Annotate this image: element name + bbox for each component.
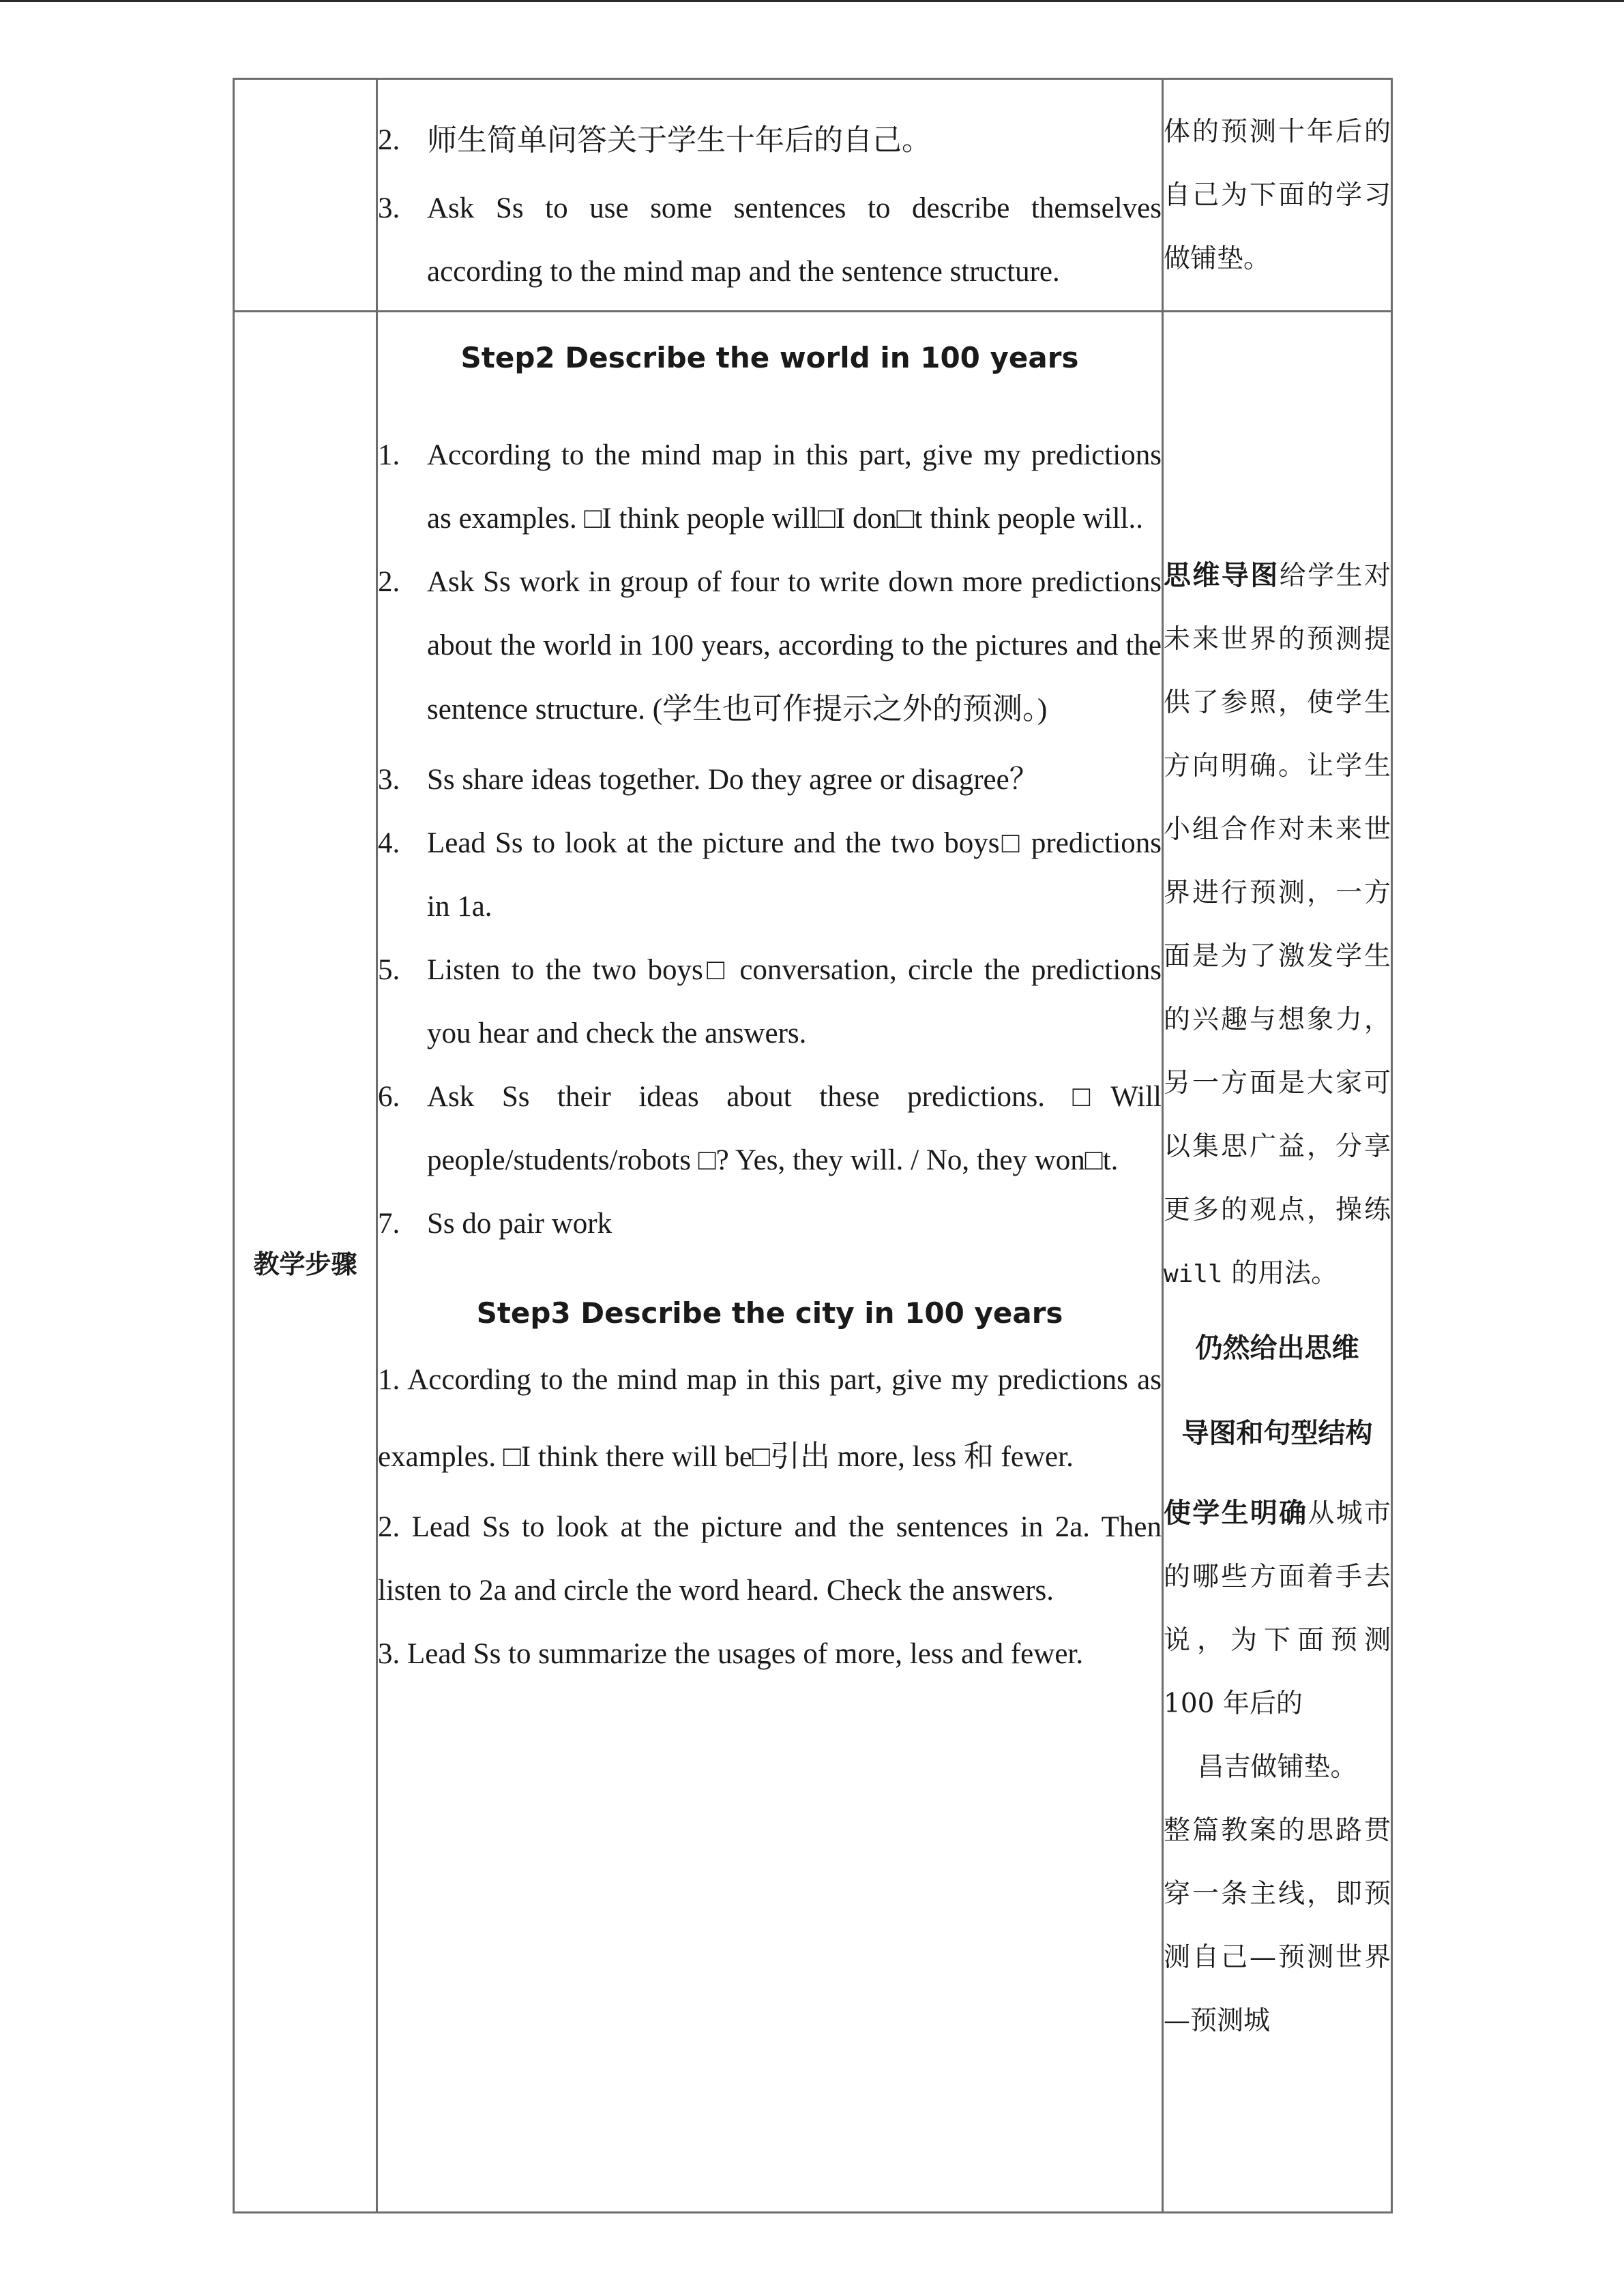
section-label: 教学步骤: [234, 312, 377, 2213]
item-text-cn: 学生也可作提示之外的预测。: [662, 691, 1038, 726]
item-text-tail: ): [1037, 694, 1048, 726]
note-cell: [1163, 79, 1392, 312]
list-item: [378, 938, 1162, 1065]
item-text: Ask Ss work in group of four to write down more predictions about the world in 100 years, according to the pictures and the sentence structure. (: [427, 566, 1162, 726]
note-text: 体的预测十年后的自己为下面的学习做铺垫。: [1164, 117, 1391, 274]
para-text: fewer.: [993, 1441, 1074, 1473]
list-item: [378, 1192, 1162, 1255]
list-item: [378, 177, 1162, 303]
para-text-cn: 和: [963, 1439, 994, 1474]
item-number: 1.: [378, 439, 400, 471]
page-top-border: [0, 0, 1624, 2]
list-item: [378, 748, 1162, 811]
para-text: 1. According to the mind map in this part, give my predictions as examples. □I think there will be□: [378, 1364, 1162, 1473]
note-bold-line: 仍然给出思维: [1195, 1332, 1359, 1364]
item-number: 2.: [378, 566, 400, 598]
item-text: Listen to the two boys□ conversation, circle the predictions you hear and check the answers.: [427, 954, 1162, 1049]
list-item: [378, 550, 1162, 741]
item-text: Lead Ss to look at the picture and the two boys□ predictions in 1a.: [427, 827, 1162, 923]
item-text-cn: 学生十年后的自己。: [667, 125, 931, 157]
item-number: 4.: [378, 827, 400, 859]
lesson-plan-table: [233, 78, 1393, 2213]
note-bold: 使学生明确: [1164, 1497, 1308, 1529]
steps-cell: [377, 312, 1163, 2213]
step2-list: [378, 423, 1162, 1255]
item-number: 7.: [378, 1208, 400, 1240]
note-text: 整篇教案的思路贯穿一条主线，即预测自己—预测世界—预测城: [1164, 1815, 1391, 2036]
item-text: Ss do pair work: [427, 1208, 612, 1240]
note-text: 的用法。: [1222, 1258, 1338, 1289]
note-paragraph-2: [1164, 1482, 1391, 1735]
note-text: 昌吉做铺垫。: [1197, 1752, 1357, 1783]
item-text-cn-bold: 师生简单问答关于: [427, 123, 667, 158]
note-text: 给学生对未来世界的预测提供了参照，使学生方向明确。让学生小组合作对未来世界进行预测，一方面是为了激发学生的兴趣与想象力，另一方面是大家可以集思广益，分享更多的观点，操练: [1164, 561, 1391, 1225]
note-text: 从城市的哪些方面着手去说，为下面预测 100 年后的: [1164, 1498, 1391, 1719]
para-text: more, less: [837, 1441, 964, 1473]
item-number: 5.: [378, 954, 400, 986]
para-text-cn: 引出: [769, 1439, 830, 1474]
step2-heading: Step2 Describe the world in 100 years: [460, 341, 1079, 374]
item-number: 3.: [378, 192, 400, 224]
list-item: [378, 811, 1162, 938]
note-paragraph-1: [1164, 544, 1391, 1306]
list-item: [378, 423, 1162, 550]
item-text: Ask Ss their ideas about these predictions. □Will people/students/robots □? Yes, they will. / No, they won□t.: [427, 1081, 1162, 1176]
step3-paragraph-1: [378, 1342, 1162, 1495]
item-text: According to the mind map in this part, give my predictions as examples. □I think people will□I don□t think people will..: [427, 439, 1162, 535]
step3-paragraph-2: 2. Lead Ss to look at the picture and the sentences in 2a. Then listen to 2a and circle the word heard. Check the answers.: [378, 1511, 1162, 1607]
item-text: Ss share ideas together. Do they agree or disagree？: [427, 764, 1039, 796]
item-text: Ask Ss to use some sentences to describe themselves according to the mind map and the sentence structure.: [427, 192, 1162, 288]
step3-paragraph-3: 3. Lead Ss to summarize the usages of more, less and fewer.: [378, 1638, 1084, 1670]
table-row: [234, 312, 1392, 2213]
list-item: [378, 108, 1162, 173]
note-code: will: [1164, 1260, 1223, 1288]
list-item: [378, 1065, 1162, 1192]
item-number: 3.: [378, 764, 400, 796]
note-bold: 思维导图: [1164, 560, 1280, 591]
label-cell-empty: [234, 79, 377, 312]
item-number: 2.: [378, 124, 400, 156]
table-row: [234, 79, 1392, 312]
steps-cell: [377, 79, 1163, 312]
note-cell: [1163, 312, 1392, 2213]
step3-heading: Step3 Describe the city in 100 years: [476, 1296, 1063, 1330]
note-bold-line: 导图和句型结构: [1181, 1418, 1373, 1449]
item-number: 6.: [378, 1081, 400, 1113]
step1-list: [378, 80, 1162, 303]
